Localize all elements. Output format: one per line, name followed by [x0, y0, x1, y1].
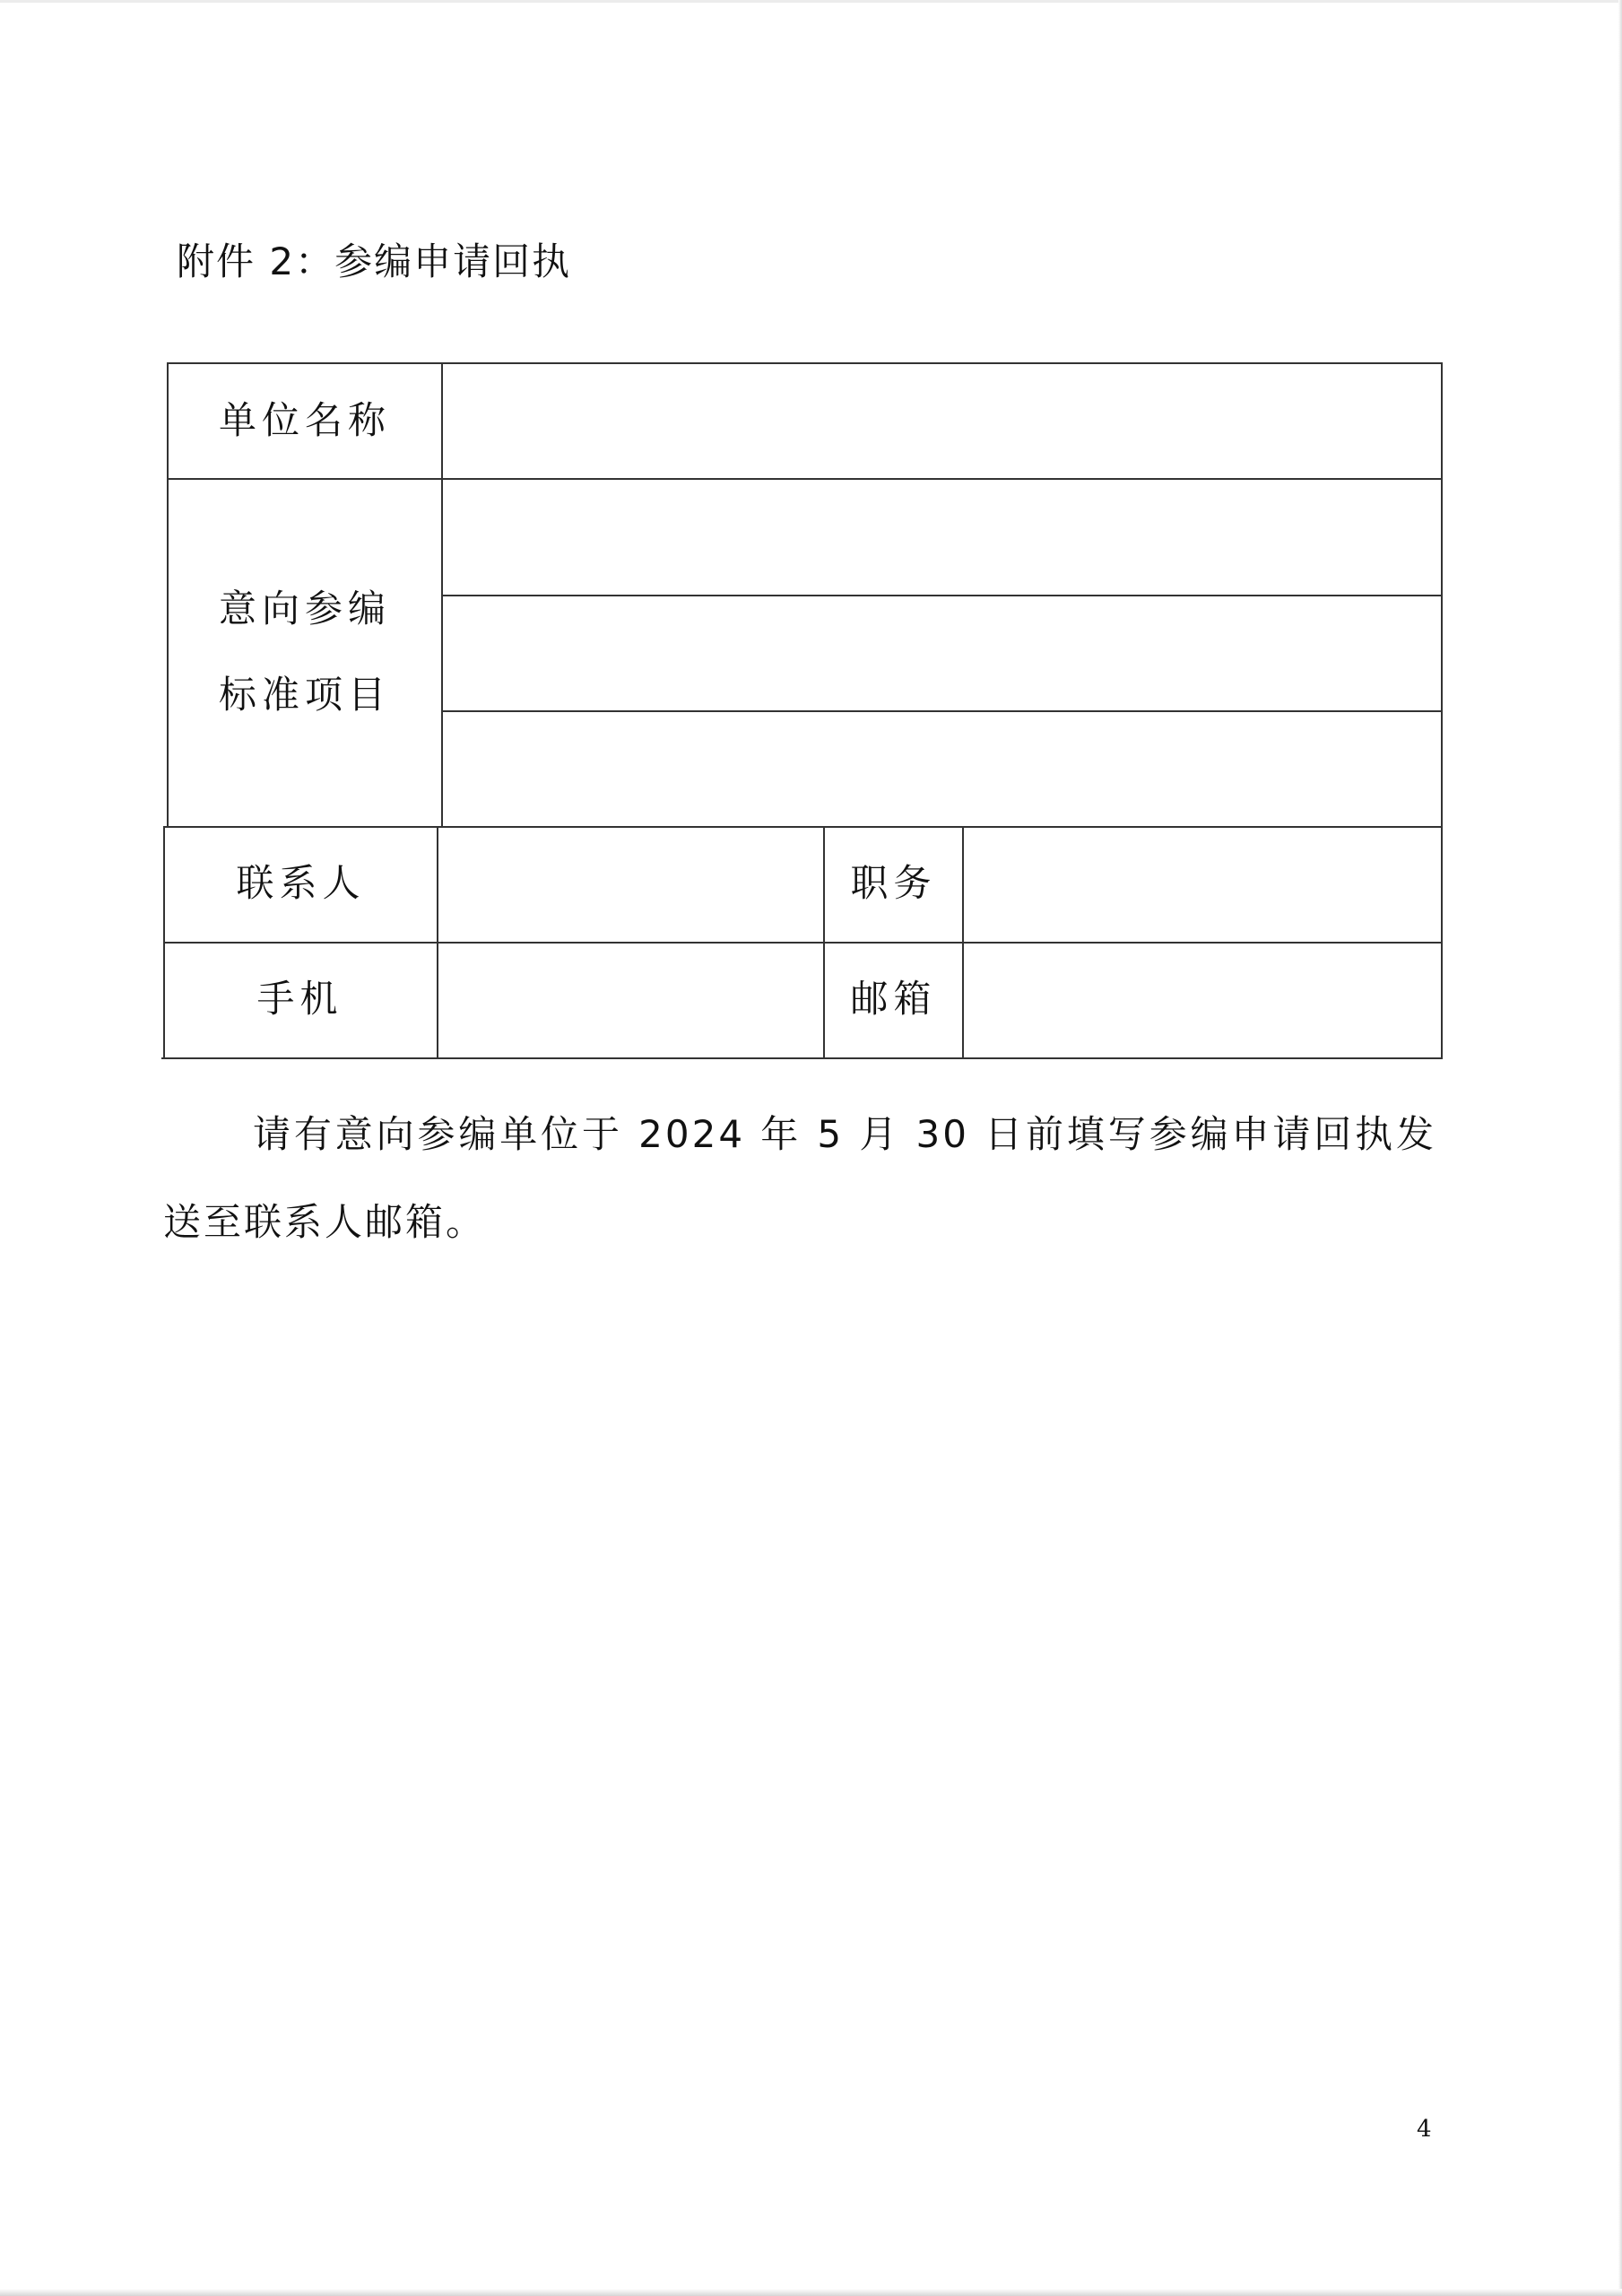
table-column-divider — [437, 826, 438, 1059]
page-top-edge — [0, 0, 1622, 3]
contact-label: 联系人 — [236, 861, 366, 905]
projects-label-line1: 意向参编 — [218, 587, 391, 631]
table-row-divider — [167, 478, 1443, 480]
attachment-heading: 附件 2：参编申请回执 — [177, 239, 572, 283]
position-field[interactable] — [982, 857, 1421, 910]
table-border-top — [167, 362, 1443, 364]
table-border-bottom — [161, 1057, 1442, 1059]
table-row-divider — [163, 942, 1442, 944]
project-field-1[interactable] — [466, 509, 1417, 563]
project-field-3[interactable] — [466, 741, 1417, 795]
email-field[interactable] — [982, 972, 1421, 1026]
submission-note: 请有意向参编单位于 2024 年 5 月 30 日前填写参编申请回执发送至联系人邮箱。 — [163, 1112, 1436, 1244]
contact-field[interactable] — [457, 857, 807, 910]
email-label: 邮箱 — [850, 977, 937, 1021]
page-bottom-edge — [0, 2289, 1622, 2296]
table-row-divider — [165, 826, 1443, 828]
table-border-right — [1441, 362, 1443, 1059]
table-column-divider — [962, 826, 964, 1059]
table-row-divider — [441, 595, 1443, 596]
unit-name-label: 单位名称 — [218, 398, 391, 442]
page-number: 4 — [1417, 2116, 1432, 2143]
table-column-divider — [441, 362, 443, 826]
table-row-divider — [441, 710, 1443, 712]
phone-field[interactable] — [457, 972, 807, 1026]
page-right-edge — [1618, 0, 1622, 2296]
unit-name-field[interactable] — [466, 394, 1417, 448]
position-label: 职务 — [850, 861, 937, 905]
projects-label-line2: 标准项目 — [218, 673, 391, 717]
project-field-2[interactable] — [466, 625, 1417, 679]
phone-label: 手机 — [256, 977, 343, 1021]
